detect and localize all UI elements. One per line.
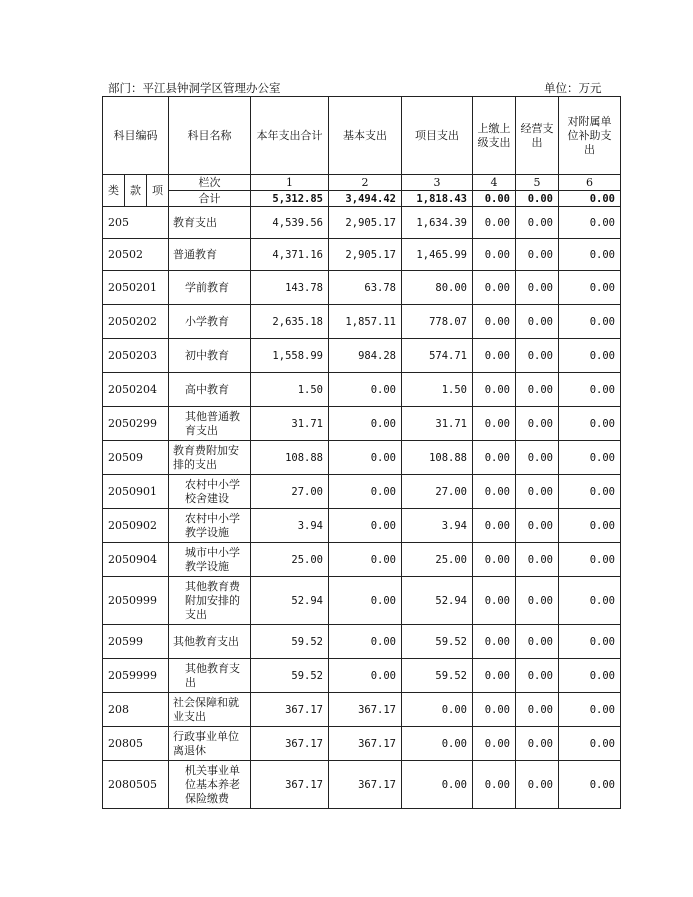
total-value: 5,312.85 bbox=[251, 191, 329, 207]
table-row bbox=[103, 407, 621, 441]
amount-cell: 0.00 bbox=[473, 207, 516, 239]
amount-cell: 0.00 bbox=[559, 339, 621, 373]
amount-cell: 0.00 bbox=[516, 727, 559, 761]
amount-cell: 0.00 bbox=[559, 271, 621, 305]
subject-name: 普通教育 bbox=[169, 239, 251, 271]
amount-cell: 0.00 bbox=[559, 761, 621, 809]
total-value: 0.00 bbox=[516, 191, 559, 207]
amount-cell: 0.00 bbox=[559, 239, 621, 271]
amount-cell: 0.00 bbox=[329, 509, 402, 543]
table-row bbox=[103, 305, 621, 339]
subject-name: 高中教育 bbox=[169, 373, 251, 407]
amount-cell: 0.00 bbox=[473, 239, 516, 271]
header-upper: 上缴上级支出 bbox=[473, 97, 516, 175]
amount-cell: 0.00 bbox=[516, 659, 559, 693]
header-kuan: 款 bbox=[125, 175, 147, 207]
table-row bbox=[103, 509, 621, 543]
header-subsidy: 对附属单位补助支出 bbox=[559, 97, 621, 175]
amount-cell: 0.00 bbox=[559, 407, 621, 441]
subject-code: 2059999 bbox=[103, 659, 169, 693]
amount-cell: 2,905.17 bbox=[329, 239, 402, 271]
subject-code: 20502 bbox=[103, 239, 169, 271]
amount-cell: 0.00 bbox=[329, 625, 402, 659]
amount-cell: 0.00 bbox=[516, 339, 559, 373]
amount-cell: 0.00 bbox=[516, 407, 559, 441]
amount-cell: 984.28 bbox=[329, 339, 402, 373]
amount-cell: 0.00 bbox=[516, 543, 559, 577]
header-lei: 类 bbox=[103, 175, 125, 207]
col-number: 5 bbox=[516, 175, 559, 191]
amount-cell: 25.00 bbox=[402, 543, 473, 577]
amount-cell: 0.00 bbox=[559, 207, 621, 239]
amount-cell: 0.00 bbox=[516, 239, 559, 271]
amount-cell: 0.00 bbox=[559, 543, 621, 577]
total-value: 1,818.43 bbox=[402, 191, 473, 207]
subject-name: 城市中小学教学设施 bbox=[169, 543, 251, 577]
amount-cell: 367.17 bbox=[329, 693, 402, 727]
amount-cell: 59.52 bbox=[251, 659, 329, 693]
subject-name: 学前教育 bbox=[169, 271, 251, 305]
amount-cell: 0.00 bbox=[329, 441, 402, 475]
amount-cell: 3.94 bbox=[402, 509, 473, 543]
amount-cell: 27.00 bbox=[251, 475, 329, 509]
amount-cell: 0.00 bbox=[329, 577, 402, 625]
subject-name: 社会保障和就业支出 bbox=[169, 693, 251, 727]
amount-cell: 0.00 bbox=[329, 407, 402, 441]
header-basic: 基本支出 bbox=[329, 97, 402, 175]
subject-name: 教育支出 bbox=[169, 207, 251, 239]
amount-cell: 0.00 bbox=[473, 761, 516, 809]
subject-code: 2050204 bbox=[103, 373, 169, 407]
subject-name: 教育费附加安排的支出 bbox=[169, 441, 251, 475]
amount-cell: 0.00 bbox=[473, 305, 516, 339]
amount-cell: 0.00 bbox=[473, 373, 516, 407]
subject-name: 其他教育费附加安排的支出 bbox=[169, 577, 251, 625]
amount-cell: 0.00 bbox=[473, 271, 516, 305]
amount-cell: 63.78 bbox=[329, 271, 402, 305]
amount-cell: 2,635.18 bbox=[251, 305, 329, 339]
subject-code: 2050999 bbox=[103, 577, 169, 625]
amount-cell: 0.00 bbox=[559, 509, 621, 543]
table-row bbox=[103, 625, 621, 659]
department-label: 部门：平江县钟洞学区管理办公室 bbox=[108, 81, 281, 95]
subject-code: 208 bbox=[103, 693, 169, 727]
amount-cell: 367.17 bbox=[251, 727, 329, 761]
subject-code: 2080505 bbox=[103, 761, 169, 809]
amount-cell: 0.00 bbox=[473, 659, 516, 693]
total-value: 3,494.42 bbox=[329, 191, 402, 207]
subject-name: 其他普通教育支出 bbox=[169, 407, 251, 441]
subject-code: 2050201 bbox=[103, 271, 169, 305]
subject-code: 205 bbox=[103, 207, 169, 239]
total-label: 合计 bbox=[169, 191, 251, 207]
total-row bbox=[103, 191, 621, 207]
col-number: 1 bbox=[251, 175, 329, 191]
amount-cell: 0.00 bbox=[329, 659, 402, 693]
col-number: 6 bbox=[559, 175, 621, 191]
table-row bbox=[103, 577, 621, 625]
amount-cell: 3.94 bbox=[251, 509, 329, 543]
amount-cell: 0.00 bbox=[473, 509, 516, 543]
amount-cell: 52.94 bbox=[402, 577, 473, 625]
amount-cell: 0.00 bbox=[516, 577, 559, 625]
amount-cell: 0.00 bbox=[516, 373, 559, 407]
amount-cell: 108.88 bbox=[251, 441, 329, 475]
amount-cell: 0.00 bbox=[473, 475, 516, 509]
subject-code: 2050902 bbox=[103, 509, 169, 543]
amount-cell: 108.88 bbox=[402, 441, 473, 475]
amount-cell: 1,634.39 bbox=[402, 207, 473, 239]
amount-cell: 31.71 bbox=[251, 407, 329, 441]
amount-cell: 0.00 bbox=[402, 693, 473, 727]
total-value: 0.00 bbox=[559, 191, 621, 207]
header-total: 本年支出合计 bbox=[251, 97, 329, 175]
amount-cell: 0.00 bbox=[516, 625, 559, 659]
subject-code: 20805 bbox=[103, 727, 169, 761]
table-row bbox=[103, 373, 621, 407]
amount-cell: 367.17 bbox=[251, 693, 329, 727]
unit-label: 单位：万元 bbox=[544, 81, 602, 95]
amount-cell: 31.71 bbox=[402, 407, 473, 441]
amount-cell: 52.94 bbox=[251, 577, 329, 625]
amount-cell: 0.00 bbox=[516, 509, 559, 543]
subject-name: 行政事业单位离退休 bbox=[169, 727, 251, 761]
header-name: 科目名称 bbox=[169, 97, 251, 175]
amount-cell: 574.71 bbox=[402, 339, 473, 373]
table-row bbox=[103, 339, 621, 373]
amount-cell: 0.00 bbox=[473, 625, 516, 659]
amount-cell: 0.00 bbox=[516, 441, 559, 475]
amount-cell: 0.00 bbox=[559, 659, 621, 693]
subject-name: 机关事业单位基本养老保险缴费 bbox=[169, 761, 251, 809]
amount-cell: 1,465.99 bbox=[402, 239, 473, 271]
amount-cell: 0.00 bbox=[473, 543, 516, 577]
amount-cell: 0.00 bbox=[559, 727, 621, 761]
amount-cell: 0.00 bbox=[473, 339, 516, 373]
table-row bbox=[103, 207, 621, 239]
col-number: 4 bbox=[473, 175, 516, 191]
table-row bbox=[103, 441, 621, 475]
amount-cell: 1.50 bbox=[251, 373, 329, 407]
amount-cell: 0.00 bbox=[402, 727, 473, 761]
amount-cell: 4,371.16 bbox=[251, 239, 329, 271]
amount-cell: 0.00 bbox=[402, 761, 473, 809]
amount-cell: 0.00 bbox=[559, 475, 621, 509]
lanci-label: 栏次 bbox=[169, 175, 251, 191]
amount-cell: 0.00 bbox=[516, 305, 559, 339]
col-number: 2 bbox=[329, 175, 402, 191]
amount-cell: 0.00 bbox=[516, 761, 559, 809]
amount-cell: 0.00 bbox=[559, 305, 621, 339]
amount-cell: 778.07 bbox=[402, 305, 473, 339]
amount-cell: 0.00 bbox=[473, 693, 516, 727]
amount-cell: 2,905.17 bbox=[329, 207, 402, 239]
amount-cell: 59.52 bbox=[402, 625, 473, 659]
amount-cell: 0.00 bbox=[559, 373, 621, 407]
header-row bbox=[103, 97, 621, 175]
amount-cell: 27.00 bbox=[402, 475, 473, 509]
total-value: 0.00 bbox=[473, 191, 516, 207]
header-project: 项目支出 bbox=[402, 97, 473, 175]
subject-code: 2050202 bbox=[103, 305, 169, 339]
amount-cell: 0.00 bbox=[559, 693, 621, 727]
amount-cell: 0.00 bbox=[559, 441, 621, 475]
table-row bbox=[103, 693, 621, 727]
header-xiang: 项 bbox=[147, 175, 169, 207]
header-code: 科目编码 bbox=[103, 97, 169, 175]
table-row bbox=[103, 271, 621, 305]
amount-cell: 0.00 bbox=[559, 577, 621, 625]
subject-code: 20599 bbox=[103, 625, 169, 659]
header-business: 经营支出 bbox=[516, 97, 559, 175]
amount-cell: 4,539.56 bbox=[251, 207, 329, 239]
amount-cell: 0.00 bbox=[473, 577, 516, 625]
amount-cell: 0.00 bbox=[516, 271, 559, 305]
subject-code: 2050904 bbox=[103, 543, 169, 577]
table-row bbox=[103, 239, 621, 271]
subject-name: 其他教育支出 bbox=[169, 659, 251, 693]
amount-cell: 1,857.11 bbox=[329, 305, 402, 339]
subject-name: 其他教育支出 bbox=[169, 625, 251, 659]
col-number: 3 bbox=[402, 175, 473, 191]
subject-code: 2050901 bbox=[103, 475, 169, 509]
subject-code: 20509 bbox=[103, 441, 169, 475]
amount-cell: 25.00 bbox=[251, 543, 329, 577]
table-row bbox=[103, 475, 621, 509]
subject-name: 初中教育 bbox=[169, 339, 251, 373]
amount-cell: 0.00 bbox=[473, 441, 516, 475]
amount-cell: 59.52 bbox=[402, 659, 473, 693]
subject-name: 小学教育 bbox=[169, 305, 251, 339]
amount-cell: 0.00 bbox=[473, 407, 516, 441]
amount-cell: 367.17 bbox=[251, 761, 329, 809]
subject-code: 2050299 bbox=[103, 407, 169, 441]
amount-cell: 0.00 bbox=[329, 543, 402, 577]
subject-code: 2050203 bbox=[103, 339, 169, 373]
amount-cell: 0.00 bbox=[559, 625, 621, 659]
table-row bbox=[103, 761, 621, 809]
expenditure-table bbox=[102, 96, 621, 809]
amount-cell: 59.52 bbox=[251, 625, 329, 659]
amount-cell: 1,558.99 bbox=[251, 339, 329, 373]
amount-cell: 80.00 bbox=[402, 271, 473, 305]
table-row bbox=[103, 659, 621, 693]
amount-cell: 0.00 bbox=[516, 475, 559, 509]
amount-cell: 0.00 bbox=[329, 475, 402, 509]
column-number-row bbox=[103, 175, 621, 191]
amount-cell: 0.00 bbox=[473, 727, 516, 761]
table-row bbox=[103, 727, 621, 761]
subject-name: 农村中小学教学设施 bbox=[169, 509, 251, 543]
amount-cell: 367.17 bbox=[329, 727, 402, 761]
amount-cell: 143.78 bbox=[251, 271, 329, 305]
table-row bbox=[103, 543, 621, 577]
amount-cell: 0.00 bbox=[516, 207, 559, 239]
amount-cell: 1.50 bbox=[402, 373, 473, 407]
amount-cell: 0.00 bbox=[329, 373, 402, 407]
amount-cell: 0.00 bbox=[516, 693, 559, 727]
subject-name: 农村中小学校舍建设 bbox=[169, 475, 251, 509]
amount-cell: 367.17 bbox=[329, 761, 402, 809]
